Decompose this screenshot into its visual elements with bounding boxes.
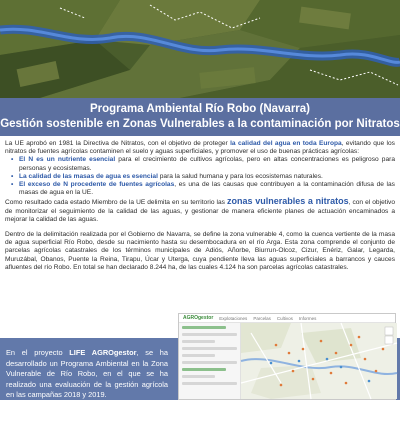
aerial-map-image <box>0 0 400 98</box>
zones-highlight: zonas vulnerables a nitratos <box>227 196 349 207</box>
title-band <box>0 98 400 136</box>
body-text <box>5 140 395 272</box>
zones-paragraph: Como resultado cada estado Miembro de la UE delimita en su territorio las zonas vulnerables a nitratos, con el objetivo de monitorizar el seguimiento de la calidad de las aguas, y gestionar de manera eficiente planes de actuación encaminados a mejorar la calidad de las aguas. <box>5 196 395 223</box>
bullet-list <box>5 156 395 197</box>
app-map <box>241 323 397 399</box>
app-tab: Informes <box>298 315 317 321</box>
intro-highlight: la calidad del agua en toda Europa <box>230 140 342 147</box>
intro-paragraph: La UE aprobó en 1981 la Directiva de Nitratos, con el objetivo de proteger la calidad del agua en toda Europa, evitando que los nitratos de fuentes agrícolas contaminen el suelo y aguas superficiales, y promover el uso de buenas prácticas agrícolas: <box>5 140 395 156</box>
bullet-item: • El N es un nutriente esencial para el crecimiento de cultivos agrícolas, pero en altas concentraciones es peligroso para personas y ecosistemas. <box>19 156 395 172</box>
zone-description: Dentro de la delimitación realizada por el Gobierno de Navarra, se define la zona vulnerable 4, como la cuenca vertiente de la masa de agua superficial Río Robo, desde su nacimiento hasta su desembocadura en el río Arga. Esta zona comprende el conjunto de parcelas agrícolas catastrales de los términos municipales de Adiós, Añorbe, Biurrun-Olcoz, Cizur, Enériz, Galar, Legarda, Muruzábal, Obanos, Puente la Reina, Tirapu, Úcar y Uterga, cuya pendiente lleva las aguas superficiales a barrancos y cauces afluentes del río Robo. En total se han declarado 8.244 ha, de las cuales 4.124 ha son parcelas agrícolas catastrales. <box>5 231 395 271</box>
app-toolbar <box>179 314 395 323</box>
bullet-item: • La calidad de las masas de agua es esencial para la salud humana y para los ecosistemas naturales. <box>19 173 395 181</box>
app-tab: Parcelas <box>253 315 271 321</box>
app-sidebar <box>179 323 241 399</box>
page-title: Programa Ambiental Río Robo (Navarra) <box>89 103 311 115</box>
project-name: LIFE AGROgestor <box>69 348 137 357</box>
project-text: En el proyecto LIFE AGROgestor, se ha desarrollado un Programa Ambiental en la Zona Vulnerable de Río Robo, en el que se ha realizado una evaluación de la gestión agrícola en las campañas 2018 y 2019. Para ello se ha contado con la colaboración de dos Sociedades Agrarias de Transformación, que aglutinan el 50 % de la superficie agrícola de <box>6 348 168 432</box>
bullet-item: • El exceso de N procedente de fuentes agrícolas, es una de las causas que contribuyen a la contaminación difusa de las masas de agua en la UE. <box>19 181 395 197</box>
app-screenshot <box>178 313 396 400</box>
app-tab: Explotaciones <box>219 315 248 321</box>
app-tab: Cultivos <box>276 315 293 321</box>
app-logo: AGROgestor <box>183 315 214 321</box>
page-subtitle: Gestión sostenible en Zonas Vulnerables a la contaminación por Nitratos <box>0 118 400 130</box>
